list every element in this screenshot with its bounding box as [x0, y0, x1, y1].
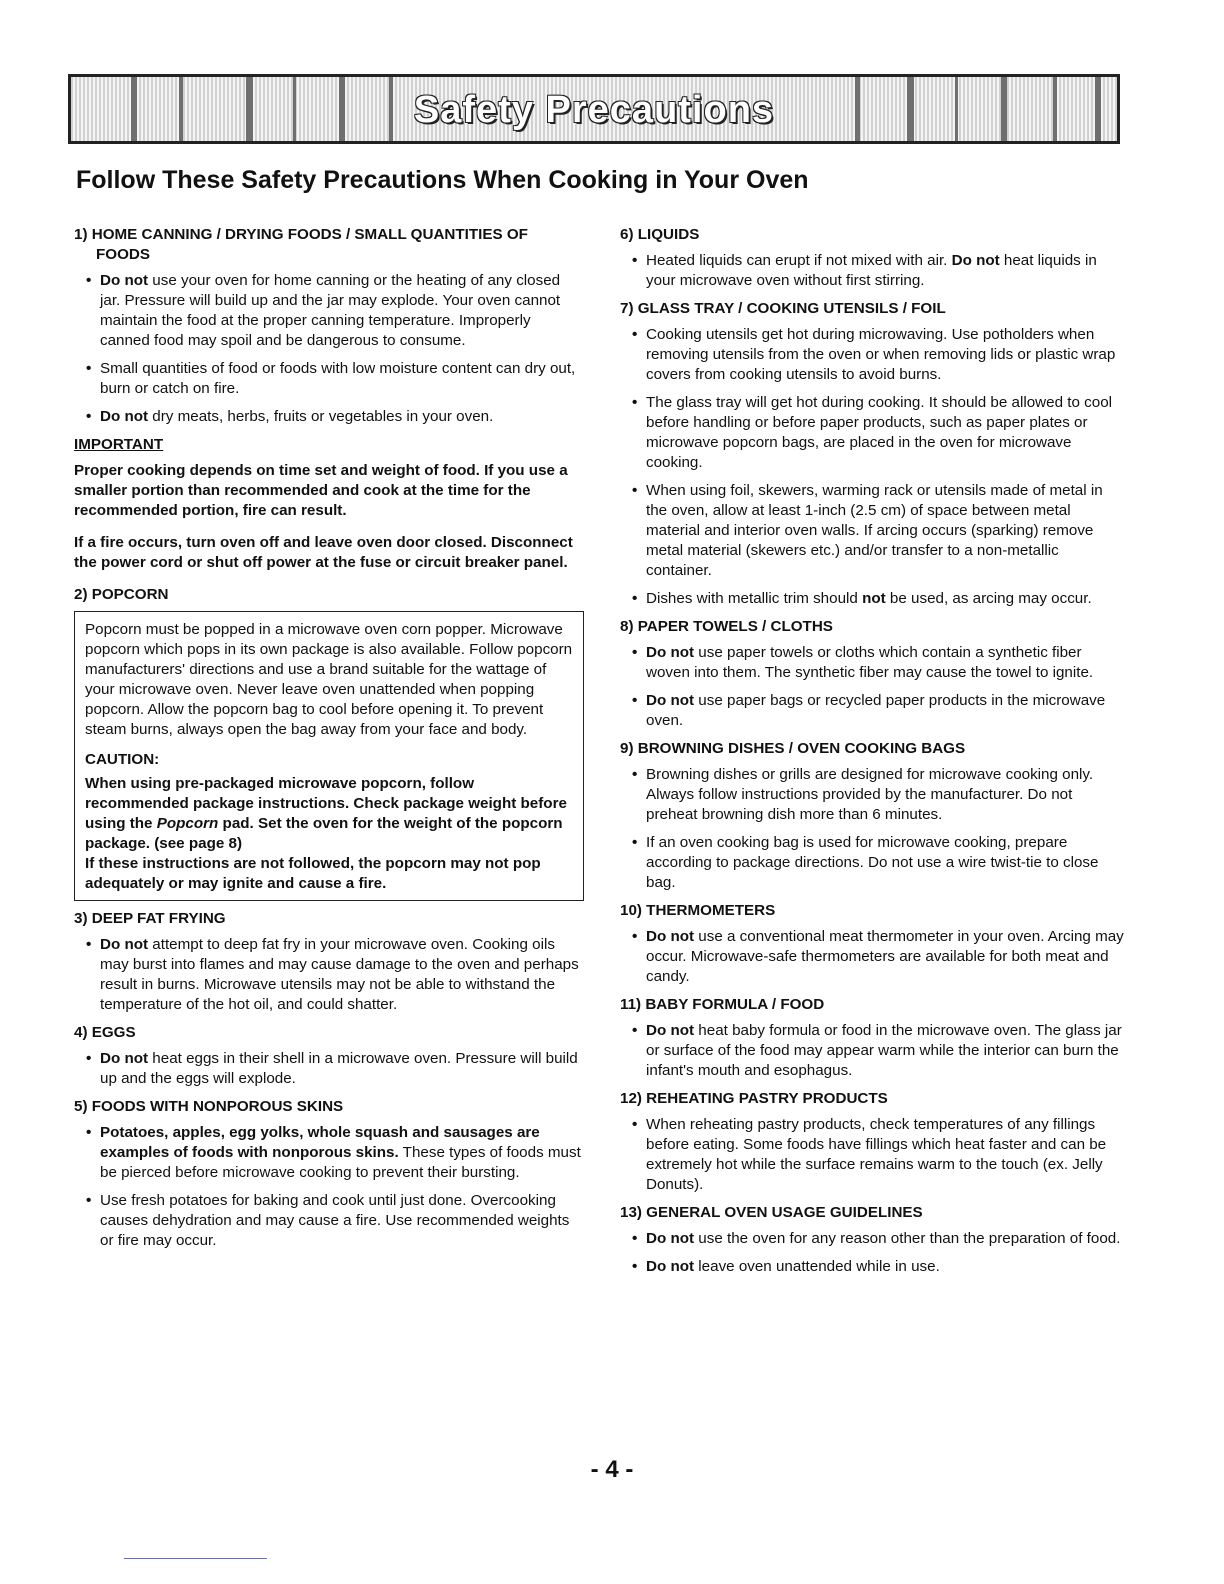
- section-eggs: [74, 1023, 584, 1089]
- section-glass-tray: [620, 299, 1125, 609]
- caution-warning: If these instructions are not followed, the popcorn may not pop adequately or may ignite and cause a fire.: [85, 855, 541, 892]
- section-title: 10) THERMOMETERS: [620, 902, 776, 919]
- section-title: 12) REHEATING PASTRY PRODUCTS: [620, 1090, 888, 1107]
- page-number: - 4 -: [590, 1456, 634, 1483]
- popcorn-pad-label: Popcorn: [156, 815, 219, 832]
- list-item: • Do not dry meats, herbs, fruits or vegetables in your oven.: [74, 407, 584, 427]
- list-item: • Do not heat baby formula or food in the microwave oven. The glass jar or surface of the food may appear warm while the interior can burn the infant's mouth and esophagus.: [620, 1021, 1125, 1081]
- section-title: 2) POPCORN: [74, 586, 169, 603]
- section-title: 8) PAPER TOWELS / CLOTHS: [620, 618, 833, 635]
- left-column: [74, 225, 584, 1259]
- list-item: • When using foil, skewers, warming rack or utensils made of metal in the oven, allow at least 1-inch (2.5 cm) of space between metal material and interior oven walls. If arcing occurs (sparking) remove metal material (skewers etc.) and/or transfer to a non-metallic container.: [620, 481, 1125, 581]
- list-item: • Do not use the oven for any reason other than the preparation of food.: [620, 1229, 1125, 1249]
- list-item: • If an oven cooking bag is used for microwave cooking, prepare according to package directions. Do not use a wire twist-tie to close bag.: [620, 833, 1125, 893]
- section-liquids: [620, 225, 1125, 291]
- list-item: • Do not use a conventional meat thermometer in your oven. Arcing may occur. Microwave-safe thermometers are available for both meat and candy.: [620, 927, 1125, 987]
- list-item: • Potatoes, apples, egg yolks, whole squash and sausages are examples of foods with nonporous skins. These types of foods must be pierced before microwave cooking to prevent their bursting.: [74, 1123, 584, 1183]
- section-title: 11) BABY FORMULA / FOOD: [620, 996, 825, 1013]
- list-item: • Cooking utensils get hot during microwaving. Use potholders when removing utensils from the oven or when removing lids or plastic wrap covers from cooking utensils to avoid burns.: [620, 325, 1125, 385]
- page-heading: Follow These Safety Precautions When Cooking in Your Oven: [76, 166, 809, 194]
- list-item: • Do not attempt to deep fat fry in your microwave oven. Cooking oils may burst into flames and may cause damage to the oven and perhaps result in burns. Microwave utensils may not be able to withstand the temperature of the hot oil, and could shatter.: [74, 935, 584, 1015]
- important-text: Proper cooking depends on time set and weight of food. If you use a smaller portion than recommended and cook at the time for the recommended portion, fire can result.: [74, 462, 568, 519]
- popcorn-text: Popcorn must be popped in a microwave oven corn popper. Microwave popcorn which pops in its own package is also available. Follow popcorn manufacturers' directions and use a brand suitable for the wattage of your microwave oven. Never leave oven unattended when popping popcorn. Allow the popcorn bag to cool before opening it. To prevent steam burns, always open the bag away from your face and body.: [85, 621, 573, 738]
- list-item: • Heated liquids can erupt if not mixed with air. Do not heat liquids in your microwave oven without first stirring.: [620, 251, 1125, 291]
- popcorn-box: [74, 611, 584, 901]
- footer-rule: [124, 1558, 267, 1559]
- section-title: 5) FOODS WITH NONPOROUS SKINS: [74, 1098, 344, 1115]
- section-popcorn: [74, 585, 584, 901]
- fire-instructions: If a fire occurs, turn oven off and leave oven door closed. Disconnect the power cord or shut off power at the fuse or circuit breaker panel.: [74, 534, 573, 571]
- section-title: 4) EGGS: [74, 1024, 136, 1041]
- caution-text: When using pre-packaged microwave popcorn, follow recommended package instructions. Check package weight before using the Popcorn pad. Set the oven for the weight of the popcorn package. (see page 8): [85, 775, 567, 852]
- list-item: • Dishes with metallic trim should not be used, as arcing may occur.: [620, 589, 1125, 609]
- section-title: 3) DEEP FAT FRYING: [74, 910, 226, 927]
- right-column: [620, 225, 1125, 1285]
- list-item: • When reheating pastry products, check temperatures of any fillings before eating. Some foods have fillings which heat faster and can be extremely hot while the surface remains warm to the touch (ex. Jelly Donuts).: [620, 1115, 1125, 1195]
- banner-title: Safety Precautions: [413, 89, 775, 131]
- section-title: 1) HOME CANNING / DRYING FOODS / SMALL QUANTITIES OF FOODS: [74, 226, 528, 263]
- section-deep-fat-frying: [74, 909, 584, 1015]
- section-title: 6) LIQUIDS: [620, 226, 700, 243]
- important-notice: [74, 435, 584, 573]
- section-title: 9) BROWNING DISHES / OVEN COOKING BAGS: [620, 740, 966, 757]
- list-item: • Do not leave oven unattended while in use.: [620, 1257, 1125, 1277]
- section-title: 13) GENERAL OVEN USAGE GUIDELINES: [620, 1204, 923, 1221]
- list-item: • The glass tray will get hot during cooking. It should be allowed to cool before handling or before paper products, such as paper plates or microwave popcorn bags, are placed in the oven for microwave cooking.: [620, 393, 1125, 473]
- section-home-canning: [74, 225, 584, 427]
- section-browning-dishes: [620, 739, 1125, 893]
- section-nonporous-skins: [74, 1097, 584, 1251]
- section-title: 7) GLASS TRAY / COOKING UTENSILS / FOIL: [620, 300, 946, 317]
- list-item: • Do not use paper towels or cloths which contain a synthetic fiber woven into them. The synthetic fiber may cause the towel to ignite.: [620, 643, 1125, 683]
- list-item: • Do not use paper bags or recycled paper products in the microwave oven.: [620, 691, 1125, 731]
- section-thermometers: [620, 901, 1125, 987]
- list-item: • Do not heat eggs in their shell in a microwave oven. Pressure will build up and the eggs will explode.: [74, 1049, 584, 1089]
- list-item: • Small quantities of food or foods with low moisture content can dry out, burn or catch on fire.: [74, 359, 584, 399]
- list-item: • Use fresh potatoes for baking and cook until just done. Overcooking causes dehydration and may cause a fire. Use recommended weights or fire may occur.: [74, 1191, 584, 1251]
- section-baby-formula: [620, 995, 1125, 1081]
- title-banner: [68, 74, 1120, 144]
- section-paper-towels: [620, 617, 1125, 731]
- list-item: • Browning dishes or grills are designed for microwave cooking only. Always follow instructions provided by the manufacturer. Do not preheat browning dish more than 6 minutes.: [620, 765, 1125, 825]
- caution-label: CAUTION:: [85, 751, 160, 768]
- important-heading: IMPORTANT: [74, 436, 164, 453]
- list-item: • Do not use your oven for home canning or the heating of any closed jar. Pressure will build up and the jar may explode. Your oven cannot maintain the food at the proper canning temperature. Improperly canned food may spoil and be dangerous to consume.: [74, 271, 584, 351]
- section-reheating-pastry: [620, 1089, 1125, 1195]
- section-general-usage: [620, 1203, 1125, 1277]
